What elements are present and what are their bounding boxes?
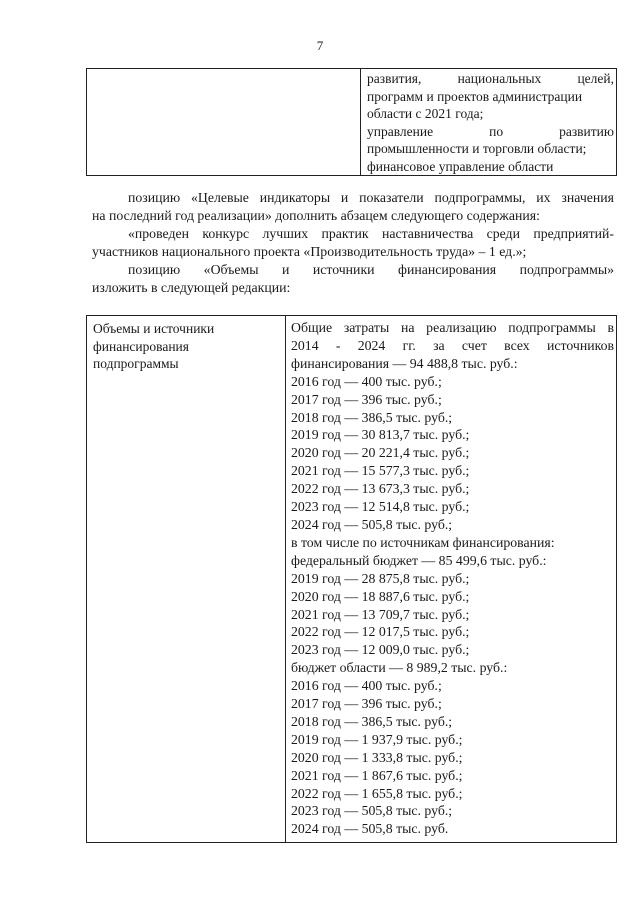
top-line-3: области с 2021 года; bbox=[367, 106, 484, 121]
finance-line: 2019 год — 30 813,7 тыс. руб.; bbox=[291, 427, 470, 443]
finance-line: 2023 год — 505,8 тыс. руб.; bbox=[291, 803, 453, 819]
finance-line: 2024 год — 505,8 тыс. руб. bbox=[291, 821, 449, 837]
finance-line: 2019 год — 28 875,8 тыс. руб.; bbox=[291, 570, 470, 586]
finance-line: 2021 год — 15 577,3 тыс. руб.; bbox=[291, 463, 470, 479]
label-line-3: подпрограммы bbox=[93, 356, 179, 371]
p2-line-2: участников национального проекта «Производительность труда» – 1 ед.»; bbox=[92, 243, 527, 259]
finance-line: 2017 год — 396 тыс. руб.; bbox=[291, 696, 442, 712]
finance-line: 2020 год — 20 221,4 тыс. руб.; bbox=[291, 445, 470, 461]
finance-line: 2018 год — 386,5 тыс. руб.; bbox=[291, 409, 453, 425]
top-table-left-cell bbox=[87, 69, 361, 176]
finance-line: 2018 год — 386,5 тыс. руб.; bbox=[291, 713, 453, 729]
page-number: 7 bbox=[316, 38, 324, 53]
finance-line: 2021 год — 1 867,6 тыс. руб.; bbox=[291, 767, 463, 783]
finance-table bbox=[86, 315, 617, 843]
p3-line-1: позицию «Объемы и источники финансирования подпрограммы» bbox=[128, 262, 614, 277]
finance-line: 2014 - 2024 гг. за счет всех источников bbox=[291, 337, 614, 353]
finance-line: 2023 год — 12 009,0 тыс. руб.; bbox=[291, 642, 470, 658]
finance-line: в том числе по источникам финансирования: bbox=[291, 534, 555, 550]
finance-line: 2021 год — 13 709,7 тыс. руб.; bbox=[291, 606, 470, 622]
finance-line: 2017 год — 396 тыс. руб.; bbox=[291, 391, 442, 407]
label-line-2: финансирования bbox=[93, 338, 189, 354]
finance-line: 2019 год — 1 937,9 тыс. руб.; bbox=[291, 731, 463, 747]
top-table-right-cell bbox=[361, 69, 617, 176]
p1-line-1: позицию «Целевые индикаторы и показатели подпрограммы, их значения bbox=[128, 190, 614, 205]
finance-line: 2023 год — 12 514,8 тыс. руб.; bbox=[291, 499, 470, 515]
finance-line: федеральный бюджет — 85 499,6 тыс. руб.: bbox=[291, 552, 547, 568]
finance-line: 2020 год — 1 333,8 тыс. руб.; bbox=[291, 749, 463, 765]
top-line-6: финансовое управление области bbox=[367, 158, 554, 174]
p3-line-2: изложить в следующей редакции: bbox=[92, 279, 291, 295]
paragraph-indicators bbox=[92, 189, 614, 225]
finance-line: 2016 год — 400 тыс. руб.; bbox=[291, 373, 442, 389]
top-table bbox=[86, 68, 617, 176]
finance-line: 2020 год — 18 887,6 тыс. руб.; bbox=[291, 588, 470, 604]
finance-line: 2024 год — 505,8 тыс. руб.; bbox=[291, 516, 453, 532]
finance-line: бюджет области — 8 989,2 тыс. руб.: bbox=[291, 660, 508, 676]
top-line-5: промышленности и торговли области; bbox=[367, 141, 587, 156]
top-line-1: развития, национальных целей, bbox=[367, 71, 614, 86]
paragraph-volumes bbox=[92, 261, 614, 297]
p1-line-2: на последний год реализации» дополнить абзацем следующего содержания: bbox=[92, 207, 540, 223]
finance-line: Общие затраты на реализацию подпрограммы в bbox=[291, 320, 614, 335]
finance-table-label-cell bbox=[87, 316, 286, 843]
p2-line-1: «проведен конкурс лучших практик наставничества среди предприятий- bbox=[128, 226, 614, 241]
finance-line: 2016 год — 400 тыс. руб.; bbox=[291, 678, 442, 694]
finance-line: 2022 год — 1 655,8 тыс. руб.; bbox=[291, 785, 463, 801]
finance-table-value-cell bbox=[286, 316, 617, 843]
finance-line: 2022 год — 12 017,5 тыс. руб.; bbox=[291, 624, 470, 640]
finance-line: финансирования — 94 488,8 тыс. руб.: bbox=[291, 355, 518, 371]
label-line-1: Объемы и источники bbox=[93, 321, 215, 336]
top-line-4: управление по развитию bbox=[367, 123, 614, 139]
paragraph-quote bbox=[92, 225, 614, 261]
top-line-2: программ и проектов администрации bbox=[367, 88, 583, 104]
finance-line: 2022 год — 13 673,3 тыс. руб.; bbox=[291, 481, 470, 497]
